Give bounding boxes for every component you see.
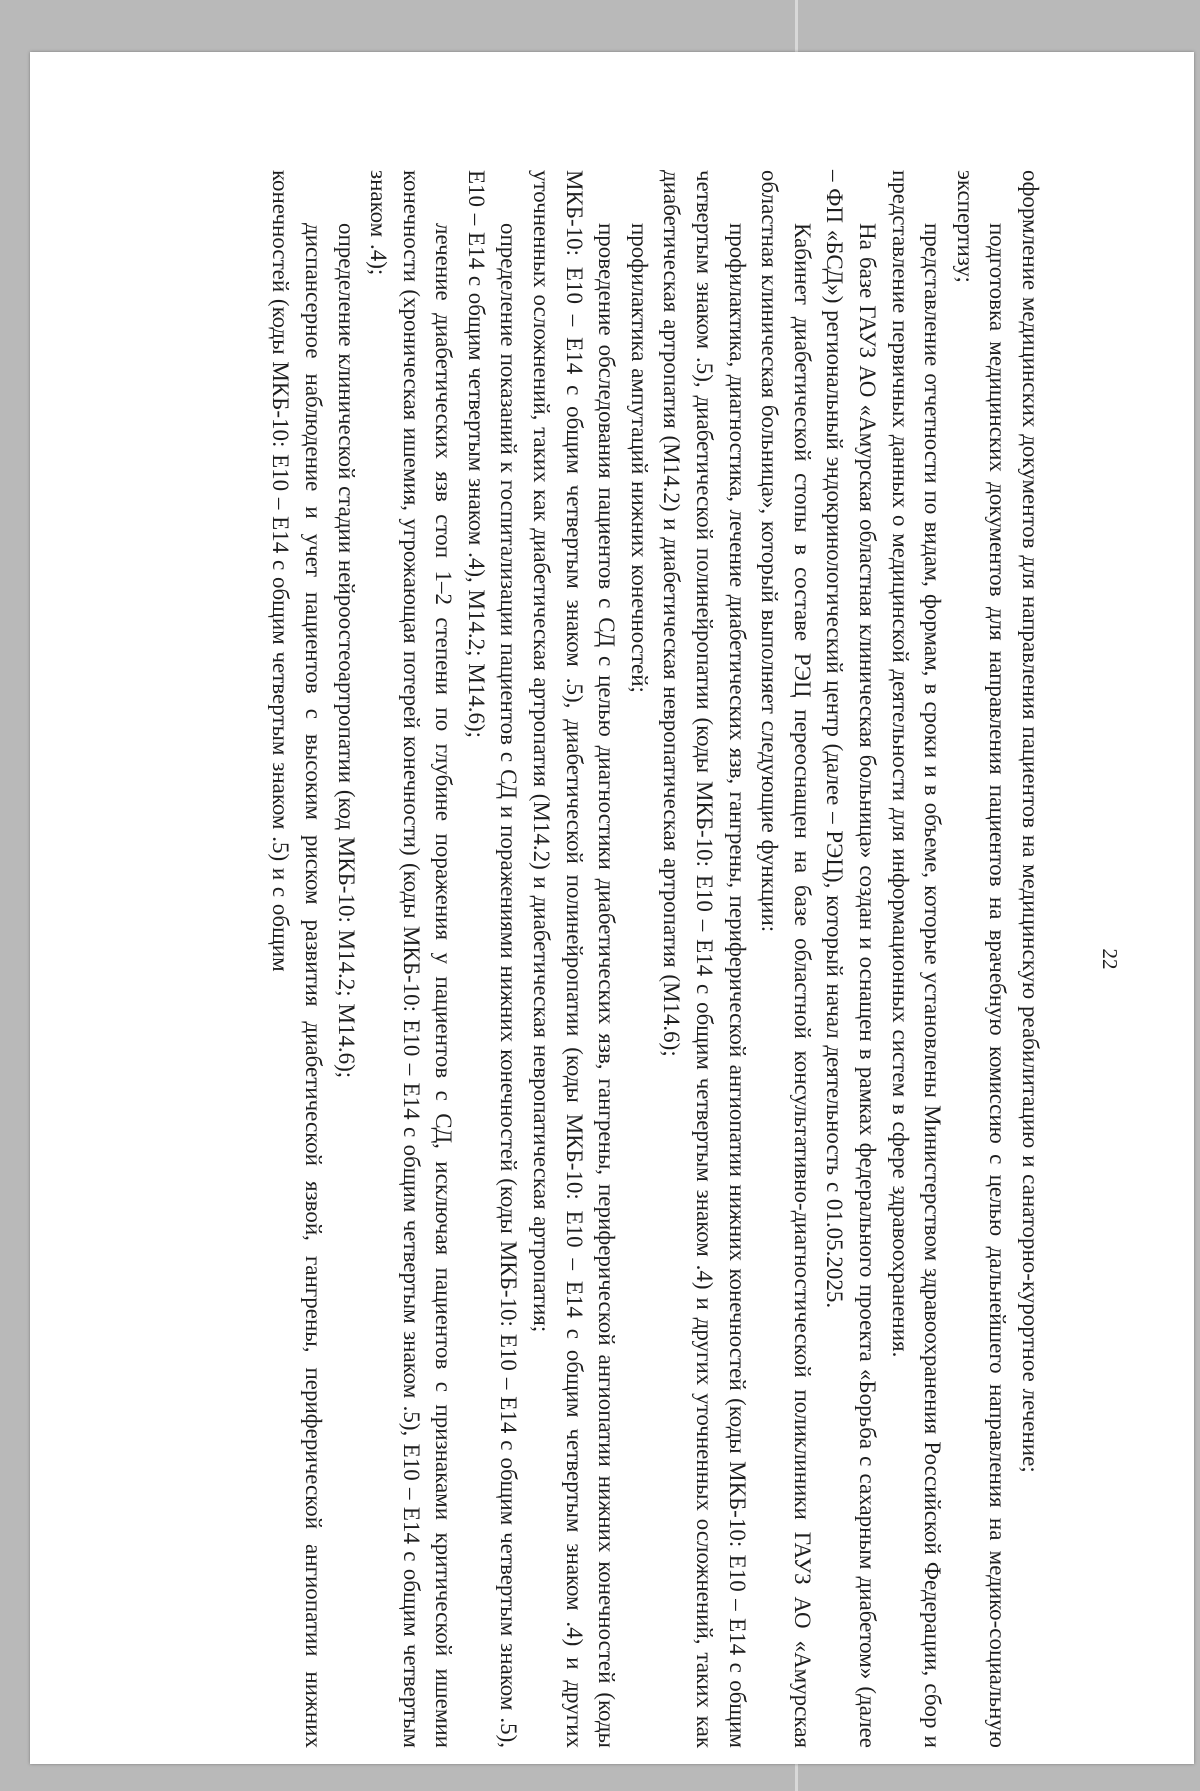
paragraph: Кабинет диабетической стопы в составе РЭЦ переоснащен на базе областной консультативно-диагностической поликлиники ГАУЗ АО «Амурская областная клиническая больница», который выполняет следующие функции:: [757, 170, 815, 1748]
document-page: [30, 52, 1194, 1764]
page-number: 22: [1098, 948, 1122, 970]
body-text: [264, 170, 1046, 1748]
paragraph: оформление медицинских документов для направления пациентов на медицинскую реабилитацию и санаторно-курортное лечение;: [1018, 170, 1043, 1473]
paragraph: определение показаний к госпитализации пациентов с СД и поражениями нижних конечностей (коды МКБ-10: Е10 – Е14 с общим четвертым знаком .5), Е10 – Е14 с общим четвертым знаком .4), М14.2; М14.6);: [463, 170, 522, 1748]
paragraph: представление отчетности по видам, формам, в сроки и в объеме, которые установлены Министерством здравоохранения Российской Федерации, сбор и представление первичных данных о медицинской деятельности для информационных систем в сфере здравоохранения.: [887, 170, 946, 1748]
paragraph: На базе ГАУЗ АО «Амурская областная клиническая больница» создан и оснащен в рамках федерального проекта «Борьба с сахарным диабетом» (далее – ФП «БСД») региональный эндокринологический центр (далее – РЭЦ), который начал деятельность с 01.05.2025.: [822, 170, 881, 1748]
paragraph: подготовка медицинских документов для направления пациентов на врачебную комиссию с целью дальнейшего направления на медико-социальную экспертизу;: [952, 170, 1011, 1748]
paragraph: проведение обследования пациентов с СД с целью диагностики диабетических язв, гангрены, периферической ангиопатии нижних конечностей (коды МКБ-10: Е10 – Е14 с общим четвертым знаком .5), диабетической полинейропатии (коды МКБ-10: Е10 – Е14 с общим четвертым знаком .4) и других уточненных осложнений, таких как диабетическая артропатия (М14.2) и диабетическая невропатическая артропатия;: [529, 170, 620, 1748]
rotated-text-frame: [190, 170, 1130, 1748]
paragraph: профилактика, диагностика, лечение диабетических язв, гангрены, периферической ангиопатии нижних конечностей (коды МКБ-10: Е10 – Е14 с общим четвертым знаком .5), диабетической полинейропатии (коды МКБ-10: Е10 – Е14 с общим четвертым знаком .4) и других уточненных осложнений, таких как диабетическая артропатия (М14.2) и диабетическая невропатическая артропатия (М14.6);: [659, 170, 750, 1748]
paragraph: диспансерное наблюдение и учет пациентов с высоким риском развития диабетической язвой, гангрены, периферической ангиопатии нижних конечностей (коды МКБ-10: Е10 – Е14 с общим четвертым знаком .5) и с общим: [268, 170, 326, 1748]
paragraph: определение клинической стадии нейроостеоартропатии (код МКБ-10: М14.2; М14.6);: [333, 223, 359, 1079]
paragraph: лечение диабетических язв стоп 1–2 степени по глубине поражения у пациентов с СД, исключая пациентов с признаками критической ишемии конечности (хроническая ишемия, угрожающая потерей конечности) (коды МКБ-10: Е10 – Е14 с общим четвертым знаком .5), Е10 – Е14 с общим четвертым знаком .4);: [366, 170, 457, 1748]
paragraph: профилактика ампутаций нижних конечностей;: [626, 223, 652, 693]
